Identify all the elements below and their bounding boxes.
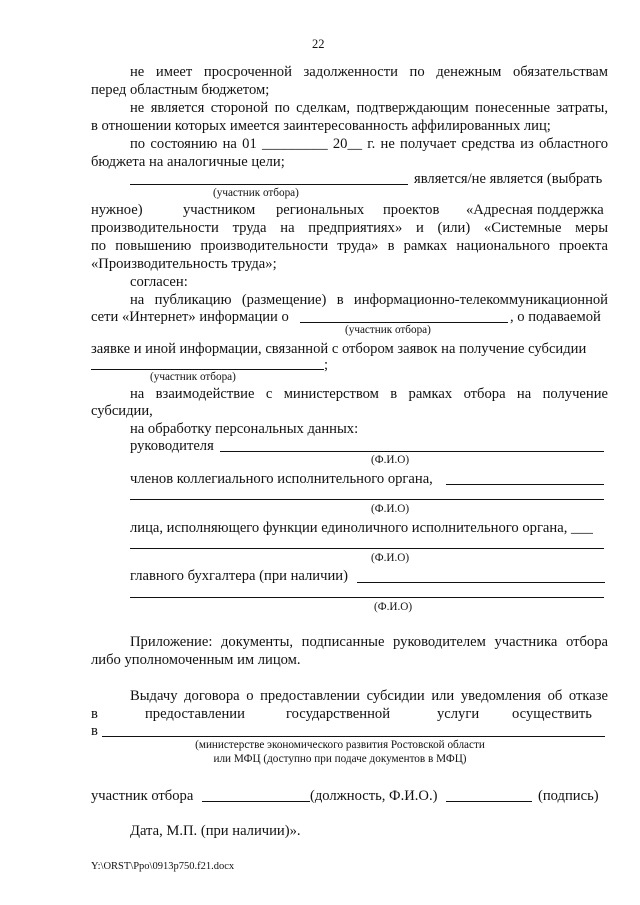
text-line: являeтся/не является (выбрать [414,171,603,187]
fio-underline [357,582,605,583]
text-line: согласен: [130,274,188,290]
fio-underline [130,597,604,598]
text-line: по состоянию на 01 _________ 20__ г. не получает средства из областного [130,136,608,152]
text-line: перед областным бюджетом; [91,82,270,98]
text-line: на обработку персональных данных: [130,421,359,437]
footer-file-path: Y:\ORST\Ppo\0913p750.f21.docx [91,861,235,872]
page-number: 22 [312,37,325,51]
signature-underline [202,801,310,802]
text-word: предоставлении [145,706,245,722]
text-line: , о подаваемой [510,309,601,325]
participant-caption: (участник отбора) [345,324,431,336]
ministry-caption: или МФЦ (доступно при подаче документов в МФЦ) [213,753,467,765]
text-word: в [91,706,98,722]
fio-caption: (Ф.И.О) [371,503,410,515]
text-word: осуществить [512,706,592,722]
participant-caption: (участник отбора) [150,371,236,383]
text-line: Выдачу договора о предоставлении субсидии или уведомления об отказе [130,688,608,704]
text-line: по повышению производительности труда» в рамках национального проекта [91,238,608,254]
participant-caption: (участник отбора) [213,187,299,199]
text-line: на публикацию (размещение) в информационно-телекоммуникационной [130,292,608,308]
signature-underline [446,801,532,802]
fio-underline [130,499,604,500]
text-line: не имеет просроченной задолженности по денежным обязательствам [130,64,608,80]
text-line: в [91,723,98,739]
text-word: поддержка [537,202,604,218]
text-line: «Производительность труда»; [91,256,277,272]
participant-underline [130,184,408,185]
text-word: «Адресная [466,202,533,218]
fio-underline [130,548,604,549]
text-word: региональных [276,202,365,218]
date-line: Дата, М.П. (при наличии)». [130,823,301,839]
ministry-caption: (министерстве экономического развития Ростовской области [195,739,485,751]
text-line: Приложение: документы, подписанные руководителем участника отбора [130,634,608,650]
fio-underline [446,484,604,485]
text-line: заявке и иной информации, связанной с отбором заявок на получение субсидии [91,341,587,357]
signature-position-caption: (должность, Ф.И.О.) [310,788,438,804]
fio-caption: (Ф.И.О) [371,552,410,564]
fio-caption: (Ф.И.О) [374,601,413,613]
fio-caption: (Ф.И.О) [371,454,410,466]
signature-label: участник отбора [91,788,194,804]
text-line: ; [324,357,329,373]
text-line: главного бухгалтера (при наличии) [130,568,348,584]
text-line: не является стороной по сделкам, подтверждающим понесенные затраты, [130,100,608,116]
fio-underline [220,451,604,452]
text-word: проектов [383,202,440,218]
text-line: на взаимодействие с министерством в рамках отбора на получение [130,386,608,402]
issuance-underline [102,736,605,737]
text-word: нужное) [91,202,143,218]
text-word: услуги [437,706,480,722]
text-line: либо уполномоченным им лицом. [91,652,301,668]
signature-caption: (подпись) [538,788,599,804]
text-word: государственной [286,706,391,722]
text-line: лица, исполняющего функции единоличного исполнительного органа, ___ [130,520,593,536]
text-line: производительности труда на предприятиях» и (или) «Системные меры [91,220,608,236]
text-line: субсидии, [91,403,153,419]
text-line: членов коллегиального исполнительного органа, [130,471,433,487]
text-line: бюджета на аналогичные цели; [91,154,285,170]
text-line: руководителя [130,438,214,454]
text-line: сети «Интернет» информации о [91,309,289,325]
text-line: в отношении которых имеется заинтересованность аффилированных лиц; [91,118,551,134]
text-word: участником [183,202,256,218]
